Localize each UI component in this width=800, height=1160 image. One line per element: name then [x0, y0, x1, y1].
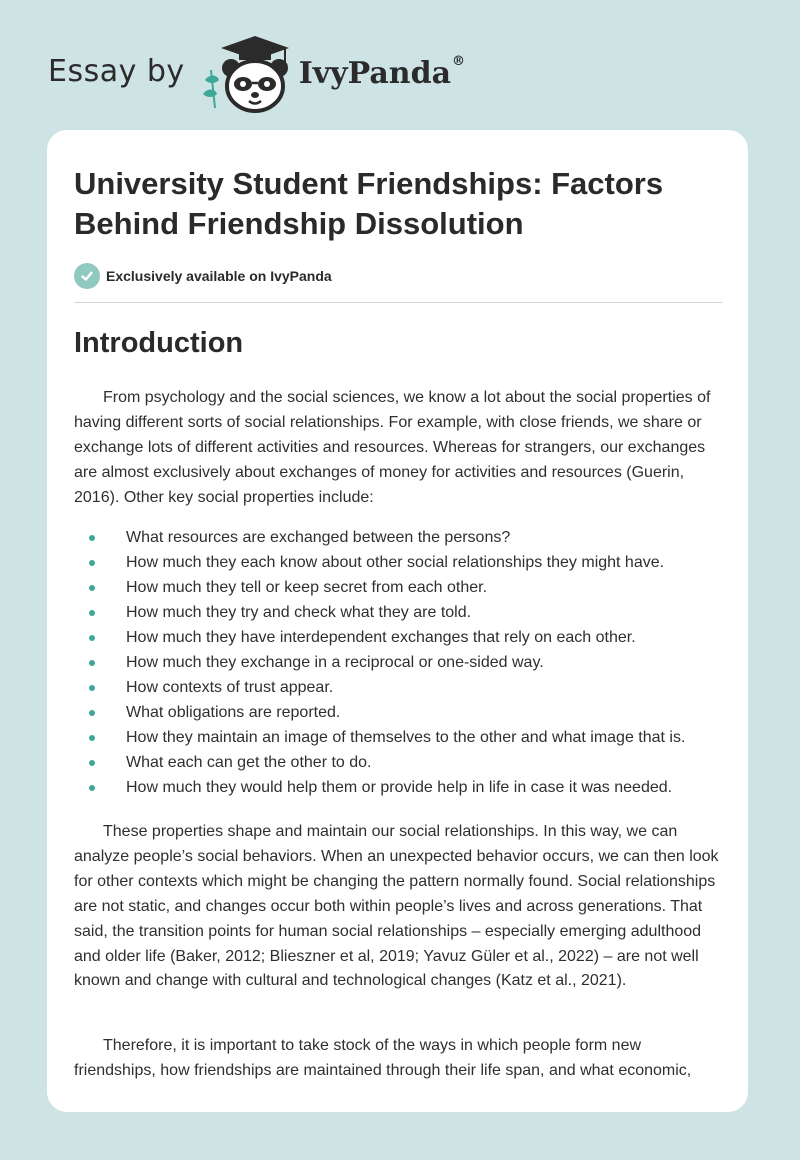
paragraph: [74, 1034, 722, 1084]
section-heading: Introduction: [74, 327, 244, 359]
bullet-dot: [89, 760, 95, 766]
list-item-text: How much they exchange in a reciprocal or one-sided way.: [126, 654, 544, 671]
list-item-text: How much they tell or keep secret from each other.: [126, 579, 488, 596]
list-item: [74, 550, 722, 575]
paragraph-text: From psychology and the social sciences, we know a lot about the social properties of having different sorts of social relationships. For example, with close friends, we share or exchange lots of different activities and resources. Whereas for strangers, our exchanges are almost exclusively about exchanges of money for activities and resources (Guerin, 2016). Other key social properties include:: [74, 389, 711, 506]
list-item: [74, 650, 722, 675]
list-item-text: How much they have interdependent exchanges that rely on each other.: [126, 629, 636, 646]
paragraph: [74, 820, 722, 994]
panda-graduate-icon: [199, 34, 295, 114]
essay-title: University Student Friendships: Factors Behind Friendship Dissolution: [74, 166, 664, 241]
bullet-dot: [89, 585, 95, 591]
exclusive-badge: [74, 263, 332, 289]
list-item: [74, 775, 722, 800]
list-item: [74, 750, 722, 775]
badge-text: Exclusively available on IvyPanda: [106, 268, 332, 284]
list-item-text: How much they would help them or provide help in life in case it was needed.: [126, 779, 673, 796]
bullet-dot: [89, 735, 95, 741]
list-item-text: What obligations are reported.: [126, 704, 341, 721]
list-item-text: How much they each know about other social relationships they might have.: [126, 554, 665, 571]
list-item-text: How they maintain an image of themselves to the other and what image that is.: [126, 729, 686, 746]
list-item-text: What each can get the other to do.: [126, 754, 372, 771]
paragraph-text: These properties shape and maintain our social relationships. In this way, we can analyze people’s social behaviors. When an unexpected behavior occurs, we can then look for other contexts which might be changing the pattern normally found. Social relationships are not static, and changes occur both within people’s lives and across generations. That said, the transition points for human social relationships – especially emerging adulthood and older life (Baker, 2012; Blieszner et al, 2019; Yavuz Güler et al., 2022) – are not well known and change with cultural and technological changes (Katz et al., 2021).: [74, 823, 719, 990]
registered-mark: ®: [452, 53, 466, 69]
bullet-dot: [89, 710, 95, 716]
bullet-dot: [89, 685, 95, 691]
list-item: [74, 625, 722, 650]
brand-name[interactable]: [298, 53, 466, 91]
divider: [74, 302, 722, 303]
list-item-text: What resources are exchanged between the persons?: [126, 529, 511, 546]
bullet-list: [74, 525, 722, 800]
site-header: [48, 34, 465, 114]
bullet-dot: [89, 560, 95, 566]
list-item: [74, 675, 722, 700]
list-item: [74, 600, 722, 625]
bullet-dot: [89, 610, 95, 616]
list-item: [74, 575, 722, 600]
bullet-dot: [89, 785, 95, 791]
bullet-dot: [89, 660, 95, 666]
essay-by-label: Essay by: [48, 53, 185, 89]
brand-text: IvyPanda: [298, 55, 452, 91]
list-item: [74, 700, 722, 725]
bullet-dot: [89, 635, 95, 641]
essay-card: [47, 130, 748, 1112]
list-item-text: How contexts of trust appear.: [126, 679, 334, 696]
list-item-text: How much they try and check what they are told.: [126, 604, 472, 621]
paragraph: [74, 386, 722, 511]
list-item: [74, 725, 722, 750]
paragraph-text: Therefore, it is important to take stock of the ways in which people form new friendships, how friendships are maintained through their life span, and what economic,: [74, 1037, 692, 1079]
check-icon: [74, 263, 100, 289]
bullet-dot: [89, 535, 95, 541]
list-item: [74, 525, 722, 550]
